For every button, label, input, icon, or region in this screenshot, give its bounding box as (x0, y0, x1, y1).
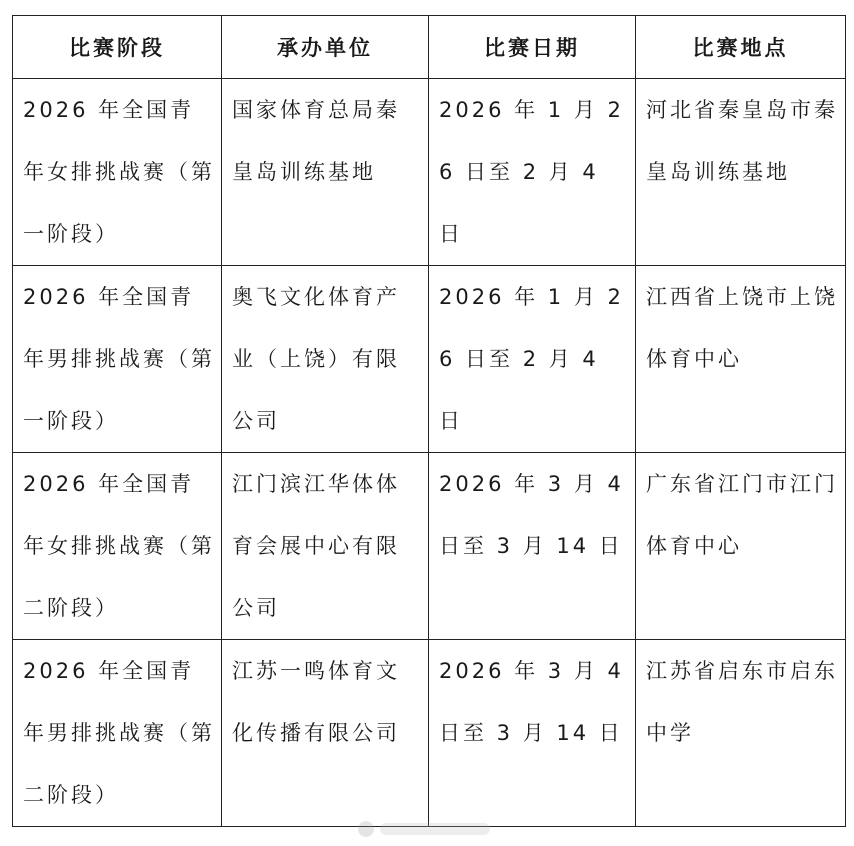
cell-stage: 2026 年全国青年女排挑战赛（第二阶段） (13, 453, 222, 640)
cell-venue: 江西省上饶市上饶体育中心 (636, 266, 846, 453)
cell-date: 2026 年 1 月 26 日至 2 月 4 日 (429, 266, 636, 453)
cell-date: 2026 年 3 月 4 日至 3 月 14 日 (429, 640, 636, 827)
cell-date: 2026 年 1 月 26 日至 2 月 4 日 (429, 79, 636, 266)
header-stage: 比赛阶段 (13, 16, 222, 79)
schedule-table (12, 15, 846, 827)
cell-stage: 2026 年全国青年男排挑战赛（第二阶段） (13, 640, 222, 827)
cell-organizer: 国家体育总局秦皇岛训练基地 (222, 79, 429, 266)
cell-organizer: 江苏一鸣体育文化传播有限公司 (222, 640, 429, 827)
cell-stage: 2026 年全国青年男排挑战赛（第一阶段） (13, 266, 222, 453)
table-row (13, 79, 846, 266)
cell-venue: 河北省秦皇岛市秦皇岛训练基地 (636, 79, 846, 266)
cell-venue: 广东省江门市江门体育中心 (636, 453, 846, 640)
header-organizer: 承办单位 (222, 16, 429, 79)
header-date: 比赛日期 (429, 16, 636, 79)
cell-organizer: 奥飞文化体育产业（上饶）有限公司 (222, 266, 429, 453)
cell-stage: 2026 年全国青年女排挑战赛（第一阶段） (13, 79, 222, 266)
table-row (13, 266, 846, 453)
table-row (13, 640, 846, 827)
cell-venue: 江苏省启东市启东中学 (636, 640, 846, 827)
table-row (13, 453, 846, 640)
cell-date: 2026 年 3 月 4 日至 3 月 14 日 (429, 453, 636, 640)
cell-organizer: 江门滨江华体体育会展中心有限公司 (222, 453, 429, 640)
watermark-logo (356, 818, 496, 840)
header-row (13, 16, 846, 79)
header-venue: 比赛地点 (636, 16, 846, 79)
